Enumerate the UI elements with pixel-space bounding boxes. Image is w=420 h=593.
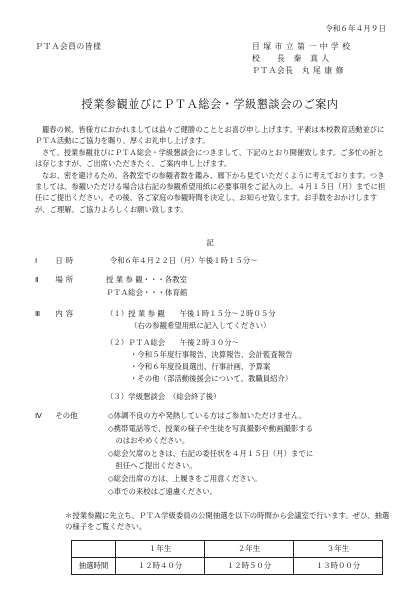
content-sub-2: （２）ＰＴＡ総会 午後２時３０分～ — [106, 338, 240, 347]
item-label: その他 — [55, 411, 78, 420]
item-number: Ⅳ — [35, 411, 42, 420]
place-line: ＰＴＡ総会・・・体育館 — [106, 288, 188, 297]
other-line: 担任へご提出ください。 — [108, 461, 197, 470]
other-line: ◇総会出席の方は、上履きをご用意ください。 — [108, 474, 262, 483]
table-cell: １２時５０分 — [205, 558, 294, 575]
sender-pta-chair: ＰＴＡ会長 丸 尾 康 修 — [252, 66, 344, 75]
other-line: ◇携帯電話等で、授業の様子や生徒を写真撮影や動画撮影する — [108, 424, 314, 433]
table-cell: １３時００分 — [294, 558, 383, 575]
table-header-cell: ２年生 — [205, 541, 294, 558]
sender-principal: 校 長 秦 真 人 — [252, 54, 330, 63]
item-label: 場所 — [55, 275, 77, 284]
item-label: 日時 — [55, 256, 77, 265]
body-paragraph: 麗春の候、皆様方におかれましては益々ご健勝のこととお喜び申し上げます。平素は本校教育活動並びにＰＴＡ活動にご協力を賜り、厚くお礼申し上げます。 — [35, 125, 385, 146]
item-content — [35, 309, 107, 319]
document-title: 授業参観並びにＰＴＡ総会・学級懇談会のご案内 — [81, 98, 339, 111]
item-text: 令和６年４月２２日（月）午後１時１５分～ — [109, 256, 258, 265]
table-header-cell — [72, 541, 116, 558]
recipient: ＰＴＡ会員の皆様 — [35, 42, 102, 51]
item-number: Ⅲ — [35, 309, 41, 318]
item-number: Ⅰ — [35, 256, 38, 265]
body-text — [35, 124, 387, 215]
other-line: ◇体調不良の方や発熱している方はご参加いただけません。 — [108, 411, 307, 420]
table-header-cell: １年生 — [116, 541, 205, 558]
table-header-row — [72, 541, 383, 558]
item-number: Ⅱ — [35, 275, 39, 284]
document-date: 令和６年４月９日 — [325, 24, 386, 33]
item-label: 内容 — [55, 309, 77, 318]
content-sub-3: （３）学級懇談会 （総会終了後） — [106, 392, 221, 401]
sender-school: 目 塚 市 立 第 一 中 学 校 — [252, 42, 351, 51]
table-row-label: 抽選時間 — [72, 558, 116, 575]
item-datetime — [35, 256, 258, 266]
place-line: 授 業 参 観・・・各教室 — [106, 275, 187, 284]
content-sub-2-item: ・令和５年度行事報告、決算報告、会計監査報告 — [130, 350, 293, 359]
content-sub-2-item: ・その他（部活動後援会について、教職員紹介） — [130, 374, 293, 383]
table-cell: １２時４０分 — [116, 558, 205, 575]
table-row — [72, 558, 383, 575]
lottery-note: ＊授業参観に先立ち、ＰＴＡ学級委員の公開抽選を以下の時間から会議室で行います。ぜひ、抽選の様子をご覧ください。 — [65, 511, 390, 531]
content-sub-1: （１）授 業 参 観 午後１時１５分～２時０５分 — [106, 309, 276, 318]
other-line: ◇車での来校はご遠慮ください。 — [108, 487, 218, 496]
sender-block — [252, 42, 351, 78]
item-place — [35, 275, 107, 285]
ki-heading: 記 — [206, 238, 214, 247]
table-header-cell: ３年生 — [294, 541, 383, 558]
content-sub-1-note: （右の参観希望用紙に記入してください） — [130, 321, 271, 330]
content-sub-2-item: ・令和６年度役員選出、行事計画、予算案 — [130, 362, 271, 371]
other-line: のはおやめください。 — [108, 436, 190, 445]
body-paragraph: なお、密を避けるため、各教室での参観者数を鑑み、廊下から見ていただくように考えております。つきましては、参観いただける場合は右記の参観希望用紙に必要事項をご記入の上、４月１５日（月）までに担任にご提出ください。その後、各ご家庭の参観時間を決定し、お知らせ致します。お手数をおかけしますが、ご理解、ご協力よろしくお願い致します。 — [35, 170, 386, 214]
body-paragraph: さて、授業参観並びにＰＴＡ総会・学級懇談会につきまして、下記のとおり開催致します。ご多忙の折とは存じますが、ご出席いただきたく、ご案内申し上げます。 — [35, 147, 384, 169]
other-line: ◇総会欠席のときは、右記の委任状を４月１５日（月）までに — [108, 449, 314, 458]
item-other — [35, 411, 78, 421]
lottery-table — [71, 540, 383, 575]
